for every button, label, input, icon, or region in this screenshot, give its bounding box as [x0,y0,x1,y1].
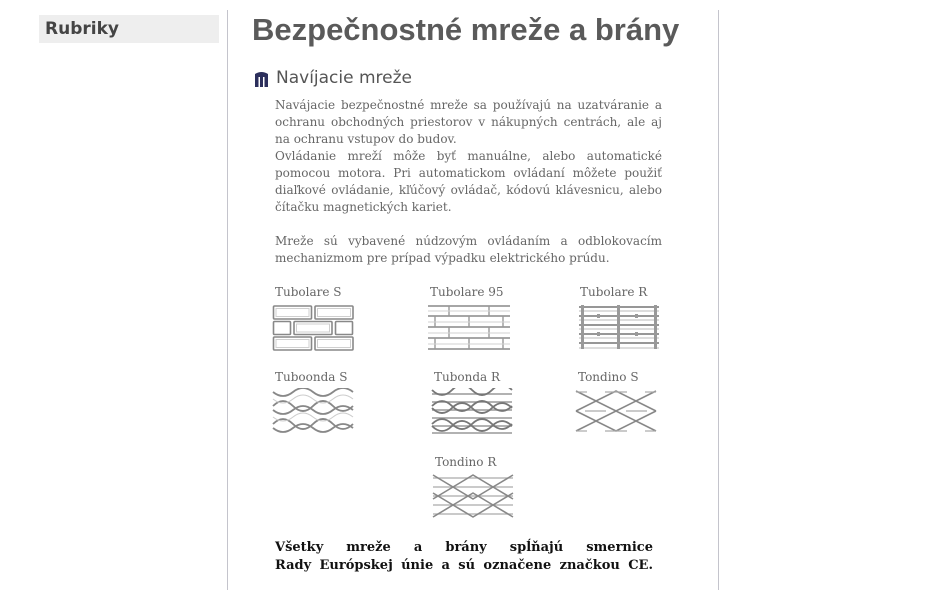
paragraph-usage: Navájacie bezpečnostné mreže sa používajú na uzatváranie a ochranu obchodných priestorov v nákupných centrách, ale aj na ochranu vstupov do budov. [275,98,662,146]
sample-label: Tubolare 95 [430,285,504,299]
sidebar-heading: Rubriky [39,15,219,43]
paragraph-control: Ovládanie mreží môže byť manuálne, alebo automatické pomocou motora. Pri automatickom ovládaní môžete použiť diaľkové ovládanie, kľúčový ovládač, kódovú klávesnicu, alebo čítačku magnetických kariet. [275,149,662,214]
brick-dense-pattern [427,303,511,351]
sample-label: Tubolare R [580,285,648,299]
content-divider-right [718,10,719,590]
sample-label: Tuboonda S [275,370,348,384]
page-title: Bezpečnostné mreže a brány [252,12,680,47]
sample-label: Tubolare S [275,285,342,299]
paragraph-emergency: Mreže sú vybavené núdzovým ovládaním a odblokovacím mechanizmom pre prípad výpadku elektrického prúdu. [275,234,662,265]
description [275,97,662,267]
sample-label: Tubonda R [434,370,501,384]
diamond-pattern [575,388,659,436]
footer-line-2: Rady Európskej únie a sú označene značkou CE. [275,558,653,573]
tube-bars-pattern [577,303,661,351]
sample-label: Tondino R [435,455,497,469]
section-title: Navíjacie mreže [276,68,413,88]
wave-pattern [272,388,356,436]
brick-pattern [272,303,356,351]
diamond-bars-pattern [432,473,516,521]
sample-label: Tondino S [578,370,639,384]
footer-line-1: Všetky mreže a brány spĺňajú smernice [275,540,653,555]
shutter-icon [253,71,270,88]
ce-compliance-note [275,539,653,575]
wave-bars-pattern [431,388,515,436]
content-divider-left [227,10,228,590]
